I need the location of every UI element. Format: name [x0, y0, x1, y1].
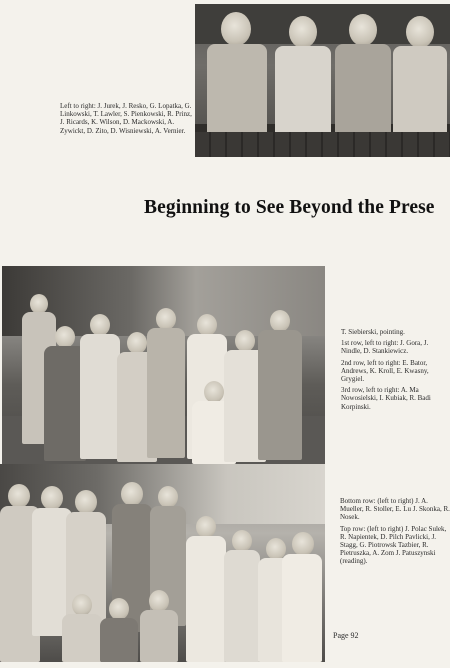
page-headline: Beginning to See Beyond the Prese	[144, 197, 435, 218]
top-photo-caption: Left to right: J. Jurek, J. Resko, G. Lopatka, G. Linkowski, T. Lawler, S. Pienkowski, R. Prinz, J. Ricards, K. Wilson, D. Mackowski, A. Zywickt, D. Zito, D. Wisniewski, A. Vernier.	[60, 102, 192, 135]
student-figure	[282, 532, 322, 662]
page-number: Page 92	[333, 631, 359, 640]
bottom-photo-caption: Bottom row: (left to right) J. A. Mueller, R. Stoller, E. Lu J. Skonka, R. Nosek. Top row: (left to right) J. Polac Sulek, R. Napientek, D. Pilch Pavlicki, J. Stagg, G. Piotrowsk Tazbier, R. Pietruszka, A. Zom J. Patuszynski (reading).	[340, 497, 450, 566]
student-figure	[258, 310, 302, 460]
photo-top	[195, 4, 450, 157]
student-figure	[140, 590, 178, 662]
photo-middle	[2, 266, 325, 464]
student-figure	[100, 598, 138, 662]
student-figure	[393, 16, 447, 132]
student-figure	[147, 308, 185, 458]
student-figure	[335, 14, 391, 132]
student-figure	[62, 594, 102, 662]
student-figure	[186, 516, 226, 662]
student-figure	[80, 314, 120, 459]
student-figure	[224, 530, 260, 662]
middle-photo-caption: T. Siebierski, pointing. 1st row, left to right: J. Gora, J. Nindle, D. Stankiewicz. 2nd row, left to right: E. Bator, Andrews, K. Kroll, E. Kwasny, Grygiel. 3rd row, left to right: A. Ma Nowosielski, I. Kubiak, R. Badi Korpinski.	[341, 328, 431, 411]
student-figure	[275, 16, 331, 132]
student-figure	[207, 12, 267, 132]
photo-bottom	[0, 464, 325, 662]
